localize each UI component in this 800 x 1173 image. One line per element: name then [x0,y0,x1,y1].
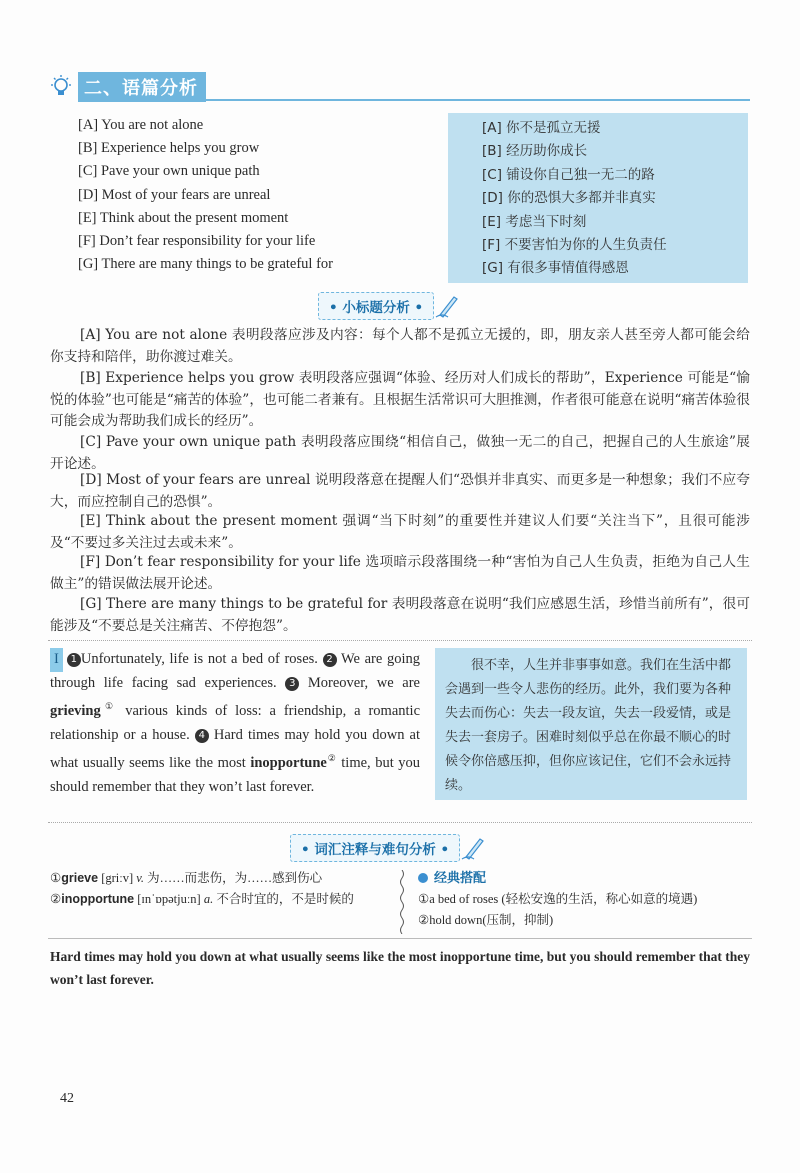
sentence-2: We are going through life facing sad experiences. [50,651,420,691]
option-item: [A] You are not alone [78,117,204,133]
analysis-c: [C] Pave your own unique path 表明段落应围绕“相信自己，做独一无二的自己，把握自己的人生旅途”展开论述。 [50,434,750,472]
pronunciation: [griːv] [98,871,137,885]
sentence-number: 4 [195,729,209,743]
analysis-e: [E] Think about the present moment 强调“当下时刻”的重要性并建议人们要“关注当下”，且很可能涉及“不要过多关注过去或未来”。 [50,513,750,551]
options-list [78,114,333,276]
vocab-word-grieving: grieving [50,703,101,720]
bullet-icon [418,873,428,883]
part-of-speech: a. [203,892,214,906]
pen-icon [434,293,460,319]
collocation-heading: 经典搭配 [418,868,697,889]
sentence-4-start: Hard times may hold you down at what usually seems like the most [50,726,420,772]
analysis-a: [A] You are not alone 表明段落应涉及内容：每个人都不是孤立无援的，即，朋友亲人甚至旁人都可能会给你支持和陪伴，助你渡过难关。 [50,327,750,365]
vocab-notes [50,868,354,910]
subtitle-vocab-label: • 词汇注释与难句分析 • [290,834,460,862]
passage-paragraph [50,648,420,799]
option-item: [C] Pave your own unique path [78,163,260,180]
vocab-headword: grieve [61,871,99,885]
option-cn-item: [A] 你不是孤立无援 [482,120,601,136]
analysis-b: [B] Experience helps you grow 表明段落应强调“体验、经历对人们成长的帮助”，Experience 可能是“愉悦的体验”也可能是“痛苦的体验”，也可能二者兼有。且根据生活常识可大胆推测，作者很可能意在说明“痛苦体验很可能会成为帮助我们成长的经历”。 [50,370,750,429]
subtitle-analysis-label: • 小标题分析 • [318,292,434,320]
option-item: [E] Think about the present moment [78,209,289,226]
option-item: [F] Don’t fear responsibility for your life [78,233,316,250]
options-translation-box [448,113,748,283]
sentence-number: 3 [285,677,299,691]
option-cn-item: [F] 不要害怕为你的人生负责任 [482,237,667,254]
option-item: [B] Experience helps you grow [78,140,260,157]
analysis-d: [D] Most of your fears are unreal 说明段落意在提醒人们“恐惧并非真实、而更多是一种想象；我们不应夸大，而应控制自己的恐惧”。 [50,472,750,510]
subtitle-analysis [318,292,460,320]
sentence-4-end: time, but you should remember that they won’t last forever. [50,755,421,795]
dotted-divider [48,640,752,641]
option-cn-item: [G] 有很多事情值得感恩 [482,260,629,277]
vocab-entry: ②inopportune [ɪnˈɒpətjuːn] a. 不合时宜的，不是时候的 [50,892,354,906]
key-sentence: Hard times may hold you down at what usually seems like the most inopportune time, but you should remember that they won’t last forever. [50,949,750,987]
option-cn-item: [D] 你的恐惧大多都并非真实 [482,190,656,207]
paragraph-number: I [50,648,63,672]
vocab-headword: inopportune [61,892,135,906]
section-header [48,72,206,102]
part-of-speech: v. [136,871,144,885]
divider [48,938,752,939]
vocab-entry: ①grieve [griːv] v. 为……而悲伤，为……感到伤心 [50,871,323,885]
page-number: 42 [60,1091,74,1106]
lightbulb-icon [48,74,74,100]
option-item: [D] Most of your fears are unreal [78,186,271,203]
vocab-meaning: 不合时宜的，不是时候的 [216,892,354,906]
footnote-mark: ① [100,701,118,712]
subtitle-vocab [290,834,486,862]
pronunciation: [ɪnˈɒpətjuːn] [134,892,204,906]
vocab-meaning: 为……而悲伤，为……感到伤心 [147,871,323,885]
sentence-3-start: Moreover, we are [307,674,420,691]
section-title: 二、语篇分析 [78,72,206,102]
wavy-divider [399,870,405,934]
dotted-divider [48,822,752,823]
option-cn-item: [E] 考虑当下时刻 [482,213,587,230]
collocation-box [418,868,697,931]
analysis-g: [G] There are many things to be grateful for 表明段落意在说明“我们应感恩生活，珍惜当前所有”，很可能涉及“不要总是关注痛苦、不停抱怨”。 [50,596,750,634]
sentence-3-end: various kinds of loss: a friendship, a romantic relationship or a house. [50,703,421,743]
section-divider [190,99,750,101]
analysis-f: [F] Don’t fear responsibility for your life 选项暗示段落围绕一种“害怕为自己人生负责，拒绝为自己人生做主”的错误做法展开论述。 [50,554,750,592]
footnote-mark: ② [326,753,337,764]
sentence-number: 2 [323,653,337,667]
pen-icon [460,835,486,861]
option-cn-item: [B] 经历助你成长 [482,143,588,160]
collocation-item: ①a bed of roses (轻松安逸的生活，称心如意的境遇) [418,892,698,906]
sentence-1: Unfortunately, life is not a bed of roses. [80,651,318,667]
sentence-number: 1 [67,653,81,667]
translation-box: 很不幸，人生并非事事如意。我们在生活中都会遇到一些令人悲伤的经历。此外，我们要为各种失去而伤心：失去一段友谊，失去一段爱情，或是失去一套房子。困难时刻似乎总在你最不顺心的时候令你倍感压抑，但你应该记住，它们不会永远持续。 [435,648,747,800]
option-item: [G] There are many things to be grateful for [78,256,333,273]
option-cn-item: [C] 铺设你自己独一无二的路 [482,166,655,183]
vocab-word-inopportune: inopportune [250,755,327,772]
collocation-item: ②hold down(压制，抑制) [418,913,554,927]
